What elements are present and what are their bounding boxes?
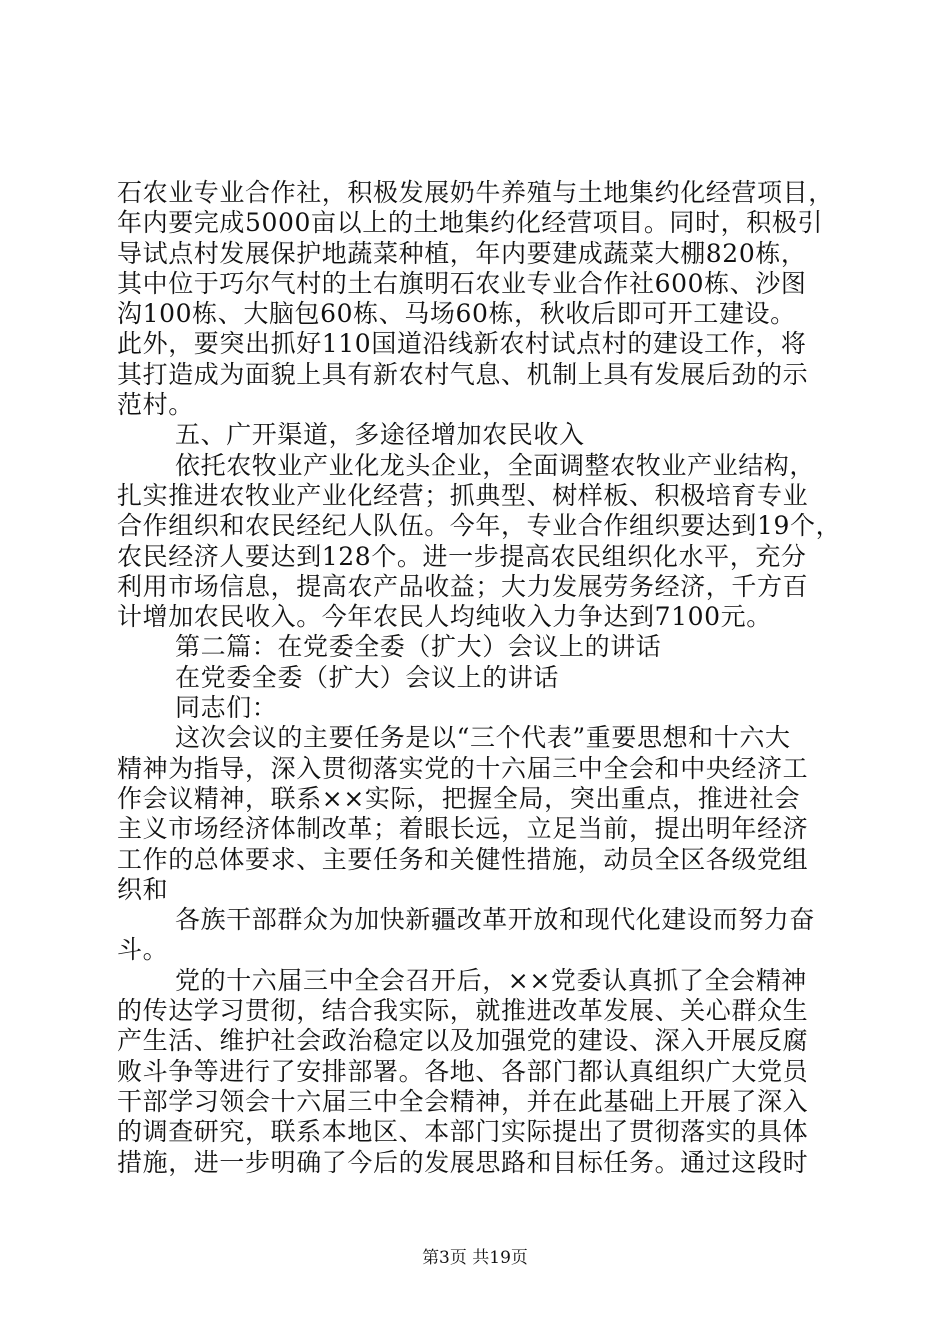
text-line: 范村。 <box>117 390 194 420</box>
text-line: 石农业专业合作社，积极发展奶牛养殖与土地集约化经营项目， <box>117 178 834 207</box>
text-line: 作会议精神，联系××实际，把握全局，突出重点，推进社会 <box>117 783 801 813</box>
text-line: 的调查研究，联系本地区、本部门实际提出了贯彻落实的具体 <box>117 1117 809 1147</box>
text-line: 依托农牧业产业化龙头企业，全面调整农牧业产业结构， <box>175 450 816 480</box>
text-line: 其打造成为面貌上具有新农村气息、机制上具有发展后劲的示 <box>117 359 809 389</box>
text-line: 精神为指导，深入贯彻落实党的十六届三中全会和中央经济工 <box>117 753 809 783</box>
text-line: 其中位于巧尔气村的土右旗明石农业专业合作社600栋、沙图 <box>117 268 807 298</box>
text-line: 产生活、维护社会政治稳定以及加强党的建设、深入开展反腐 <box>117 1026 809 1056</box>
text-line: 计增加农民收入。今年农民人均纯收入力争达到7100元。 <box>117 602 772 632</box>
text-line: 工作的总体要求、主要任务和关健性措施，动员全区各级党组 <box>117 844 809 874</box>
text-line: 织和 <box>117 874 169 904</box>
text-line: 农民经济人要达到128个。进一步提高农民组织化水平，充分 <box>117 541 807 571</box>
text-line: 的传达学习贯彻，结合我实际，就推进改革发展、关心群众生 <box>117 996 809 1026</box>
text-line: 斗。 <box>117 935 169 965</box>
text-line: 党的十六届三中全会召开后，××党委认真抓了全会精神 <box>175 965 807 995</box>
text-line: 合作组织和农民经纪人队伍。今年，专业合作组织要达到19个， <box>117 511 842 541</box>
text-line: 这次会议的主要任务是以“三个代表”重要思想和十六大 <box>175 723 791 753</box>
text-line: 扎实推进农牧业产业化经营；抓典型、树样板、积极培育专业 <box>117 480 809 510</box>
chapter-heading: 第二篇：在党委全委（扩大）会议上的讲话 <box>175 632 662 662</box>
text-line: 干部学习领会十六届三中全会精神，并在此基础上开展了深入 <box>117 1086 809 1116</box>
text-line: 此外，要突出抓好110国道沿线新农村试点村的建设工作，将 <box>117 329 807 359</box>
text-line: 措施，进一步明确了今后的发展思路和目标任务。通过这段时 <box>117 1147 809 1177</box>
text-line: 导试点村发展保护地蔬菜种植，年内要建成蔬菜大棚820栋， <box>117 238 807 268</box>
text-line: 沟100栋、大脑包60栋、马场60栋，秋收后即可开工建设。 <box>117 299 796 329</box>
section-heading: 五、广开渠道，多途径增加农民收入 <box>175 420 585 450</box>
text-line: 利用市场信息，提高农产品收益；大力发展劳务经济，千方百 <box>117 571 809 601</box>
document-body <box>117 178 842 1178</box>
text-line: 各族干部群众为加快新疆改革开放和现代化建设而努力奋 <box>175 905 816 935</box>
text-line: 败斗争等进行了安排部署。各地、各部门都认真组织广大党员 <box>117 1056 809 1086</box>
text-line: 主义市场经济体制改革；着眼长远，立足当前，提出明年经济 <box>117 814 809 844</box>
text-line: 年内要完成5000亩以上的土地集约化经营项目。同时，积极引 <box>117 208 824 238</box>
page-footer: 第3页 共19页 <box>422 1248 528 1268</box>
speech-title: 在党委全委（扩大）会议上的讲话 <box>175 662 560 692</box>
salutation: 同志们： <box>175 693 278 723</box>
